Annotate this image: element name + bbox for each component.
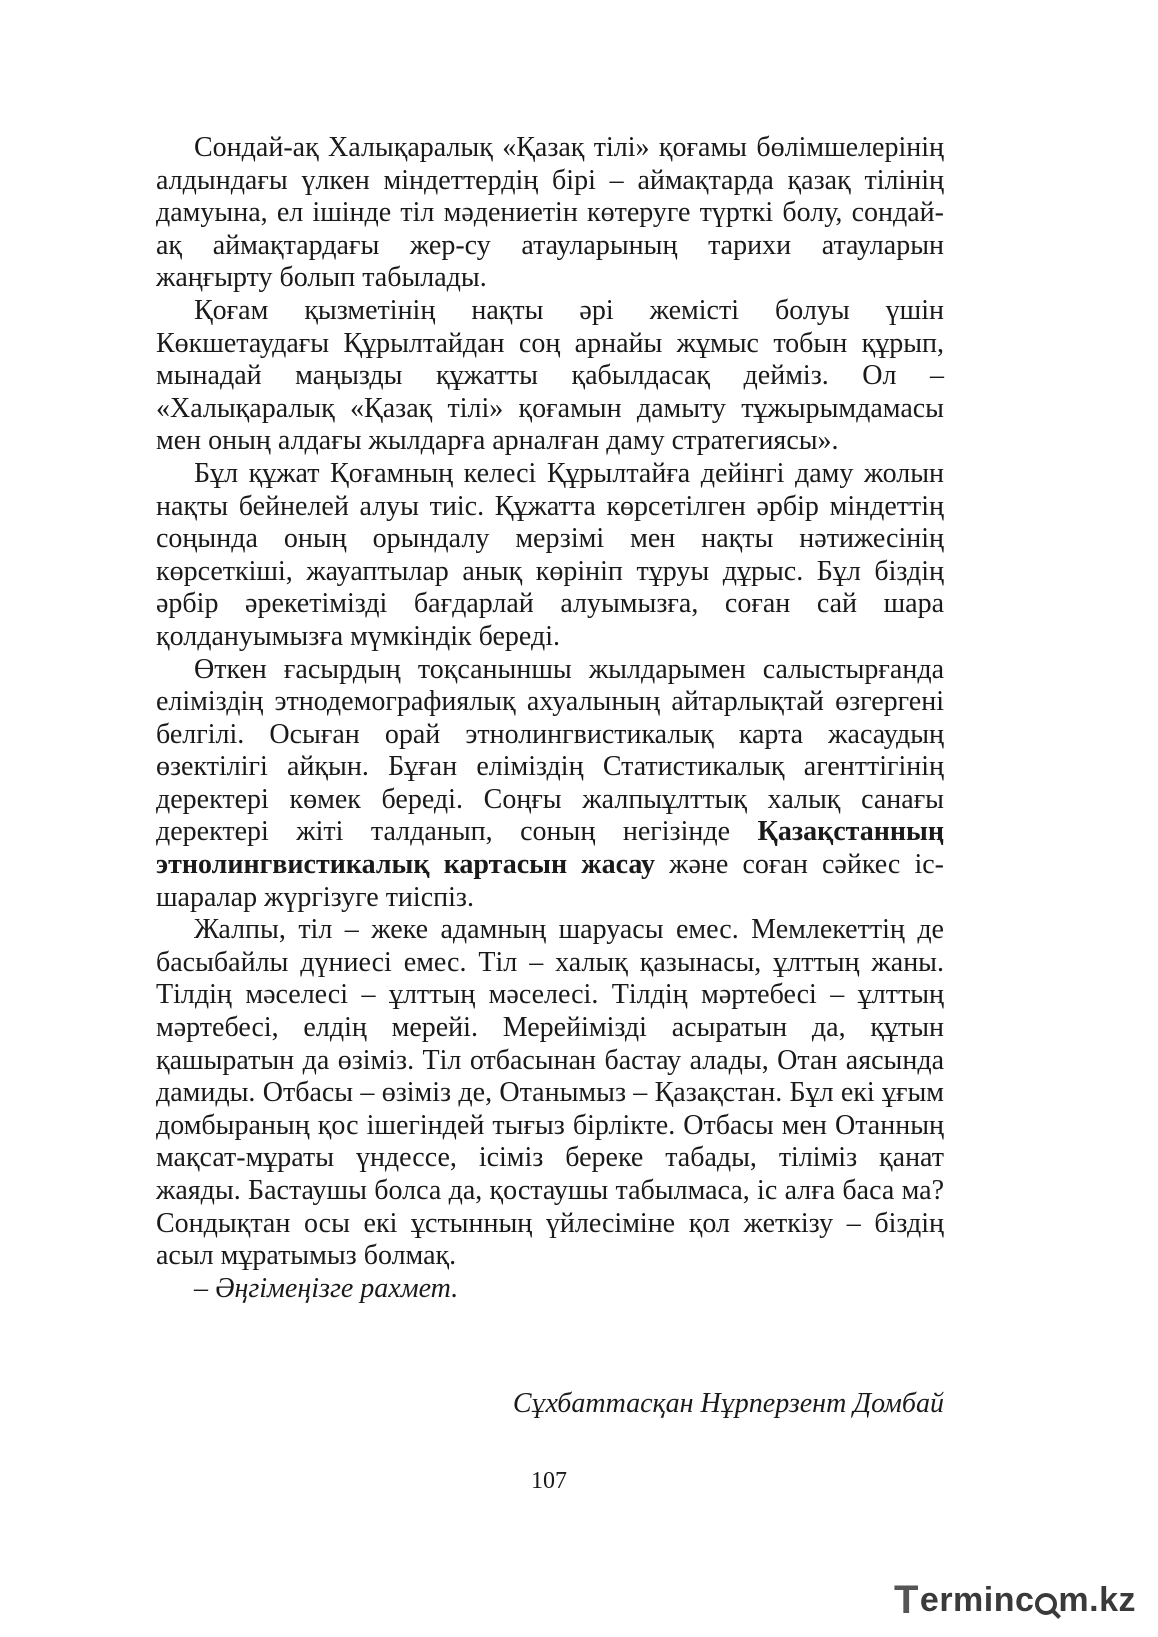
paragraph-3: Бұл құжат Қоғамның келесі Құрылтайға дейінгі даму жолын нақты бейнелей алуы тиіс. Құжатта көрсетілген әрбір міндеттің соңында оның орындалу мерзімі мен нақты нәтижесінің көрсеткіші, жауаптылар анық көрініп тұруы дұрыс. Бұл біздің әрбір әрекетімізді бағдарлай алуымызға, соған сай шара қолдануымызға мүмкіндік береді. [156, 457, 944, 652]
paragraph-4-start: Өткен ғасырдың тоқсаныншы жылдарымен салыстырғанда еліміздің этнодемографиялық ахуалының айтарлықтай өзгергені белгілі. Осыған орай этнолингвистикалық карта жасаудың өзектілігі айқын. Бұған еліміздің Статистикалық агенттігінің деректері көмек береді. Соңғы жалпыұлттық халық санағы деректері жіті талданып, соның негізінде [156, 653, 944, 848]
paragraph-5: Жалпы, тіл – жеке адамның шаруасы емес. Мемлекеттің де басыбайлы дүниесі емес. Тіл – халық қазынасы, ұлттың жаны. Тілдің мәселесі – ұлттың мәселесі. Тілдің мәртебесі – ұлттың мәртебесі, елдің мерейі. Мерейімізді асыратын да, құтын қашыратын да өзіміз. Тіл отбасынан бастау алады, Отан аясында дамиды. Отбасы – өзіміз де, Отанымыз – Қазақстан. Бұл екі ұғым домбыраның қос ішегіндей тығыз бірлікте. Отбасы мен Отанның мақсат-мұраты үндессе, ісіміз береке табады, тіліміз қанат жаяды. Бастаушы болса да, қостаушы табылмаса, іс алға баса ма? Сондықтан осы екі ұстынның үйлесіміне қол жеткізу – біздің асыл мұратымыз болмақ. [156, 914, 944, 1272]
closing-line: – Әңгімеңізге рахмет. [194, 1272, 459, 1304]
watermark-middle: erminc [919, 1581, 1035, 1619]
paragraph-4-bold: Қазақстанның этнолингвистикалық картасын жасау [156, 816, 944, 881]
paragraph-4-end: және соған сәйкес іс-шаралар жүргізуге тиіспіз. [156, 849, 944, 913]
paragraph-2: Қоғам қызметінің нақты әрі жемісті болуы үшін Көкшетаудағы Құрылтайдан соң арнайы жұмыс тобын құрып, мынадай маңызды құжатты қабылдасақ дейміз. Ол – «Халықаралық «Қазақ тілі» қоғамын дамыту тұжырымдамасы мен оның алдағы жылдарға арналған даму стратегиясы». [156, 294, 944, 457]
watermark-prefix: T [893, 1578, 919, 1622]
page-number: 107 [531, 1468, 567, 1494]
paragraph-1: Сондай-ақ Халықаралық «Қазақ тілі» қоғамы бөлімшелерінің алдындағы үлкен міндеттердің бірі – аймақтарда қазақ тілінің дамуына, ел ішінде тіл мәдениетін көтеруге түрткі болу, сондай-ақ аймақтардағы жер-су атауларының тарихи атауларын жаңғырту болып табылады. [156, 132, 944, 294]
magnifier-icon [1035, 1593, 1057, 1615]
interviewer-signature: Сұхбаттасқан Нұрперзент Домбай [512, 1388, 944, 1419]
site-watermark [894, 1578, 1136, 1623]
watermark-suffix: m.kz [1058, 1581, 1136, 1619]
paragraph-4 [156, 654, 944, 915]
article-body [156, 132, 944, 1305]
